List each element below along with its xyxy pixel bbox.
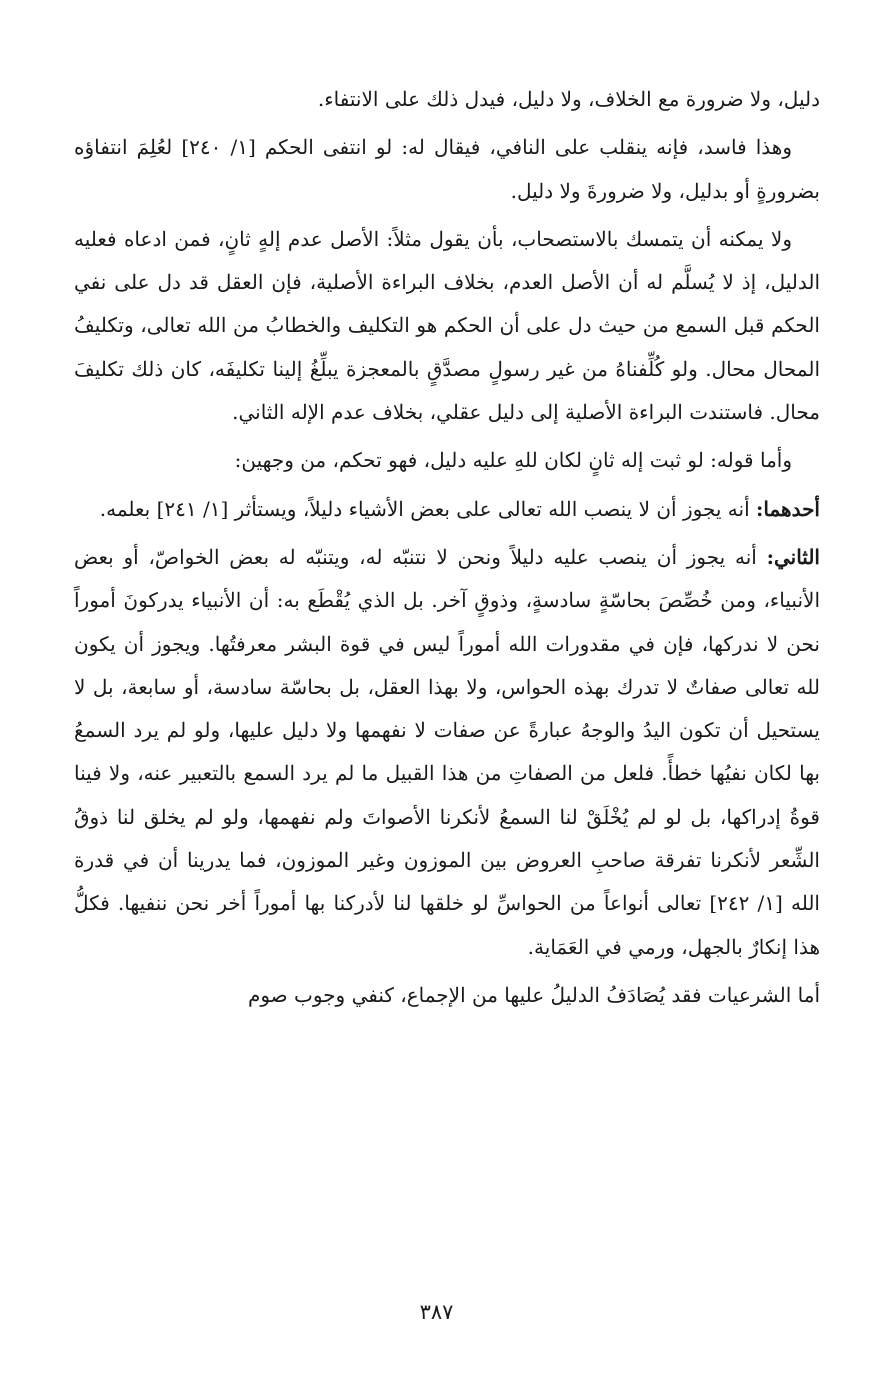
- paragraph: [74, 78, 820, 121]
- paragraph-lead: أحدهما:: [755, 496, 820, 521]
- paragraph-text: أما الشرعيات فقد يُصَادَفُ الدليلُ عليها من الإجماع، كنفي وجوب صوم: [247, 982, 820, 1007]
- paragraph-text: وهذا فاسد، فإنه ينقلب على النافي، فيقال له: لو انتفى الحكم [١/ ٢٤٠] لعُلِمَ انتفاؤه بضرورةٍ أو بدليل، ولا ضرورةَ ولا دليل.: [74, 135, 820, 203]
- paragraph-text: وأما قوله: لو ثبت إله ثانٍ لكان للهِ عليه دليل، فهو تحكم، من وجهين:: [234, 448, 792, 473]
- paragraph-text: أنه يجوز أن لا ينصب الله تعالى على بعض الأشياء دليلاً، ويستأثر [١/ ٢٤١] بعلمه.: [99, 496, 756, 521]
- paragraph: [74, 488, 820, 531]
- paragraph-text: دليل، ولا ضرورة مع الخلاف، ولا دليل، فيدل ذلك على الانتفاء.: [317, 87, 820, 111]
- page-body: [74, 78, 820, 1022]
- paragraph-lead: الثاني:: [766, 544, 820, 569]
- paragraph: [74, 218, 820, 434]
- paragraph: [74, 126, 820, 213]
- paragraph-text: أنه يجوز أن ينصب عليه دليلاً ونحن لا نتنبّه له، ويتنبّه له بعض الخواصّ، أو بعض الأنبياء، ومن خُصِّصَ بحاسّةٍ سادسةٍ، وذوقٍ آخر. بل الذي يُقْطَع به: أن الأنبياء يدركونَ أموراً نحن لا ندركها، فإن في مقدورات الله أموراً ليس في قوة البشر معرفتُها. ويجوز أن يكون لله تعالى صفاتٌ لا تدرك بهذه الحواس، ولا بهذا العقل، بل بحاسّة سادسة، أو سابعة، بل لا يستحيل أن تكون اليدُ والوجهُ عبارةً عن صفات لا نفهمها ولا دليل عليها، ولو لم يرد السمعُ بها لكان نفيُها خطأً. فلعل من الصفاتِ من هذا القبيل ما لم يرد السمع بالتعبير عنه، ولا فينا قوةُ إدراكها، بل لو لم يُخْلَقْ لنا السمعُ لأنكرنا الأصواتَ ولم نفهمها، ولو لم يخلق لنا ذوقُ الشِّعر لأنكرنا تفرقة صاحبِ العروض بين الموزون وغير الموزون، فما يدرينا أن في قدرة الله [١/ ٢٤٢] تعالى أنواعاً من الحواسِّ لو خلقها لنا لأدركنا بها أموراً أخر نحن ننفيها. فكلُّ هذا إنكارٌ بالجهل، ورمي في العَمَاية.: [74, 544, 820, 959]
- paragraph: [74, 536, 820, 969]
- paragraph: [74, 439, 820, 482]
- paragraph: [74, 974, 820, 1017]
- paragraph-text: ولا يمكنه أن يتمسك بالاستصحاب، بأن يقول مثلاً: الأصل عدم إلهٍ ثانٍ، فمن ادعاه فعليه الدليل، إذ لا يُسلَّم له أن الأصل العدم، بخلاف البراءة الأصلية، فإن العقل قد دل على نفي الحكم قبل السمع من حيث دل على أن الحكم هو التكليف والخطابُ من الله تعالى، وتكليفُ المحال محال. ولو كُلِّفناهُ من غير رسولٍ مصدَّقٍ بالمعجزة يبلِّغُ إلينا تكليفَه، كان ذلك تكليفَ محال. فاستندت البراءة الأصلية إلى دليل عقلي، بخلاف عدم الإله الثاني.: [74, 226, 820, 425]
- page-number: ٣٨٧: [419, 1300, 454, 1324]
